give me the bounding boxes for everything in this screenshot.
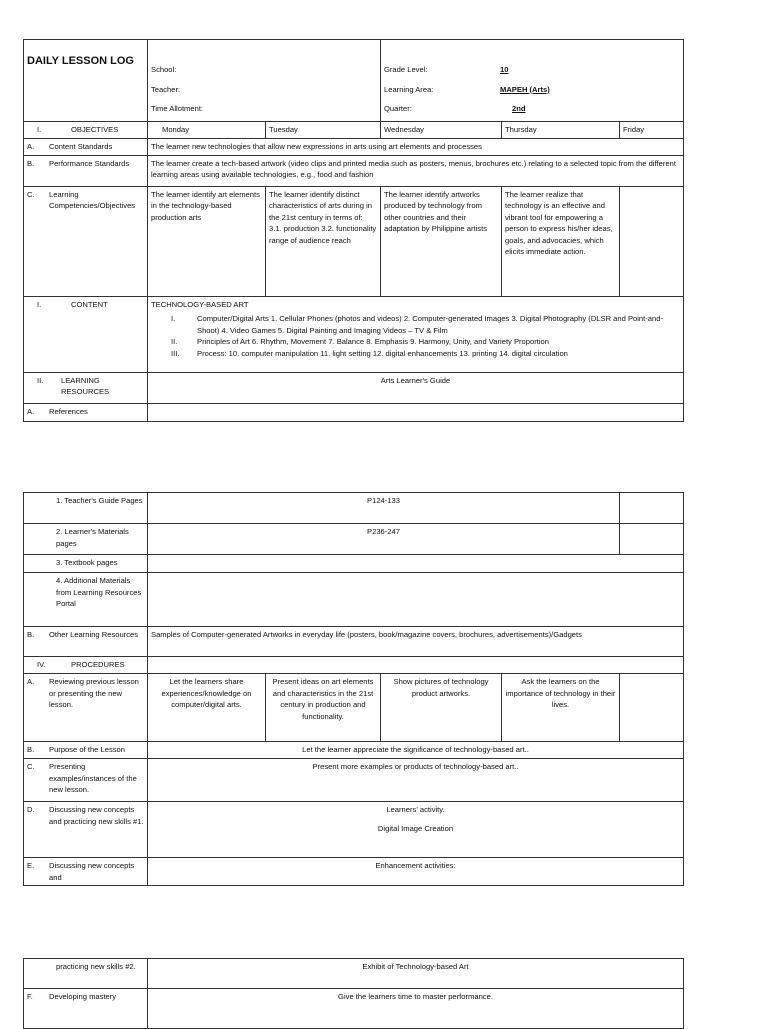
lesson-log-table-1 [23, 39, 684, 422]
learning-resources-label: II. LEARNING RESOURCES [24, 372, 148, 403]
purpose-text: Let the learner appreciate the significance of technology-based art.. [148, 742, 684, 759]
other-resources-text: Samples of Computer-generated Artworks in everyday life (posters, book/magazine covers, brochures, advertisements)/Gadgets [148, 627, 684, 657]
mastery-text: Give the learners time to master performance. [148, 989, 684, 1029]
reviewing-label: A. Reviewing previous lesson or presenting the new lesson. [24, 674, 148, 742]
content-heading: TECHNOLOGY-BASED ART [151, 299, 249, 309]
school-label: School: [151, 65, 177, 74]
learning-area-value: MAPEH (Arts) [500, 84, 550, 94]
day-wednesday: Wednesday [381, 121, 502, 138]
reviewing-tuesday: Present ideas on art elements and characteristics in the 21st century in production and functionality. [266, 674, 381, 742]
blank-cell [620, 674, 684, 742]
teacher-label: Teacher: [151, 84, 181, 94]
objectives-heading: I. OBJECTIVES [24, 121, 148, 138]
discussing-2-cont-label: practicing new skills #2. [24, 959, 148, 989]
discussing-2-label: E. Discussing new concepts and [24, 858, 148, 886]
competency-wednesday: The learner identify artworks produced by technology from other countries and their adaptation by Philippine artists [381, 186, 502, 296]
lesson-log-table-3 [23, 958, 684, 1029]
content-list [151, 313, 680, 359]
discussing-1-text [148, 802, 684, 858]
teachers-guide-label: 1. Teacher's Guide Pages [24, 493, 148, 524]
content-label: I. CONTENT [24, 296, 148, 372]
header-left-info [148, 40, 381, 122]
competency-monday: The learner identify art elements in the technology-based production arts [148, 186, 266, 296]
references-label: A. References [24, 403, 148, 421]
presenting-label: C. Presenting examples/instances of the new lesson. [24, 759, 148, 802]
reviewing-thursday: Ask the learners on the importance of technology in their lives. [502, 674, 620, 742]
header-right-info [381, 40, 684, 122]
time-allotment-label: Time Allotment: [151, 104, 204, 113]
other-resources-label: B. Other Learning Resources [24, 627, 148, 657]
purpose-label: B. Purpose of the Lesson [24, 742, 148, 759]
discussing-2-cont-text: Exhibit of Technology-based Art [148, 959, 684, 989]
procedures-heading: IV. PROCEDURES [24, 657, 148, 674]
quarter-label: Quarter: [384, 104, 412, 113]
references-text [148, 403, 684, 421]
list-item: I. Computer/Digital Arts 1. Cellular Phones (photos and videos) 2. Computer-generated Images 3. Digital Photography (DLSR and Point-and-Shoot) 4. Video Games 5. Digital Painting and Imaging Videos – TV & Film [171, 314, 663, 335]
blank-cell [148, 657, 684, 674]
presenting-text: Present more examples or products of technology-based art.. [148, 759, 684, 802]
performance-standards-text: The learner create a tech-based artwork (video clips and printed media such as posters, menus, brochures etc.) relating to a selected topic from the different learning areas using available technologies, e.g., food and fashion [148, 155, 684, 186]
quarter-value: 2nd [512, 104, 526, 113]
learning-area-label: Learning Area: [384, 84, 434, 94]
blank-cell [620, 524, 684, 555]
mastery-label: F. Developing mastery [24, 989, 148, 1029]
day-friday: Friday [620, 121, 684, 138]
content-text [148, 296, 684, 372]
learners-materials-pages: P236-247 [148, 524, 620, 555]
competency-friday [620, 186, 684, 296]
additional-materials-label: 4. Additional Materials from Learning Resources Portal [24, 573, 148, 627]
learners-materials-label: 2. Learner's Materials pages [24, 524, 148, 555]
list-item: II. Principles of Art 6. Rhythm, Movement 7. Balance 8. Emphasis 9. Harmony, Unity, and Variety Proportion [171, 337, 549, 346]
discussing-2-text: Enhancement activities: [148, 858, 684, 886]
competencies-label: C. Learning Competencies/Objectives [24, 186, 148, 296]
lesson-log-page-1 [23, 39, 683, 422]
document-title: DAILY LESSON LOG [24, 40, 148, 122]
learning-resources-text: Arts Learner's Guide [148, 372, 684, 403]
textbook-pages-label: 3. Textbook pages [24, 555, 148, 573]
reviewing-monday: Let the learners share experiences/knowledge on computer/digital arts. [148, 674, 266, 742]
blank-cell [148, 555, 684, 573]
blank-cell [148, 573, 684, 627]
day-monday: Monday [148, 121, 266, 138]
discussing-1-label: D. Discussing new concepts and practicing new skills #1. [24, 802, 148, 858]
blank-cell [620, 493, 684, 524]
lesson-log-page-3 [23, 958, 683, 1029]
list-item: III. Process: 10. computer manipulation 11. light setting 12. digital enhancements 13. printing 14. digital circulation [171, 348, 568, 358]
competency-tuesday: The learner identify distinct characteristics of arts during in the 21st century in terms of: 3.1. production 3.2. functionality range of audience reach [266, 186, 381, 296]
activity-line: Learners' activity. [386, 805, 445, 814]
lesson-log-table-2 [23, 492, 684, 886]
competency-thursday: The learner realize that technology is an effective and vibrant tool for empowering a person to express his/her ideas, goals, and advocacies, which elicits immediate action. [502, 186, 620, 296]
teachers-guide-pages: P124-133 [148, 493, 620, 524]
activity-line: Digital Image Creation [377, 823, 454, 833]
performance-standards-label: B. Performance Standards [24, 155, 148, 186]
lesson-log-page-2 [23, 492, 683, 886]
grade-level-value: 10 [500, 65, 509, 74]
content-standards-text: The learner new technologies that allow new expressions in arts using art elements and processes [148, 138, 684, 155]
grade-level-label: Grade Level: [384, 65, 428, 74]
day-tuesday: Tuesday [266, 121, 381, 138]
content-standards-label: A. Content Standards [24, 138, 148, 155]
reviewing-wednesday: Show pictures of technology product artworks. [381, 674, 502, 742]
day-thursday: Thursday [502, 121, 620, 138]
